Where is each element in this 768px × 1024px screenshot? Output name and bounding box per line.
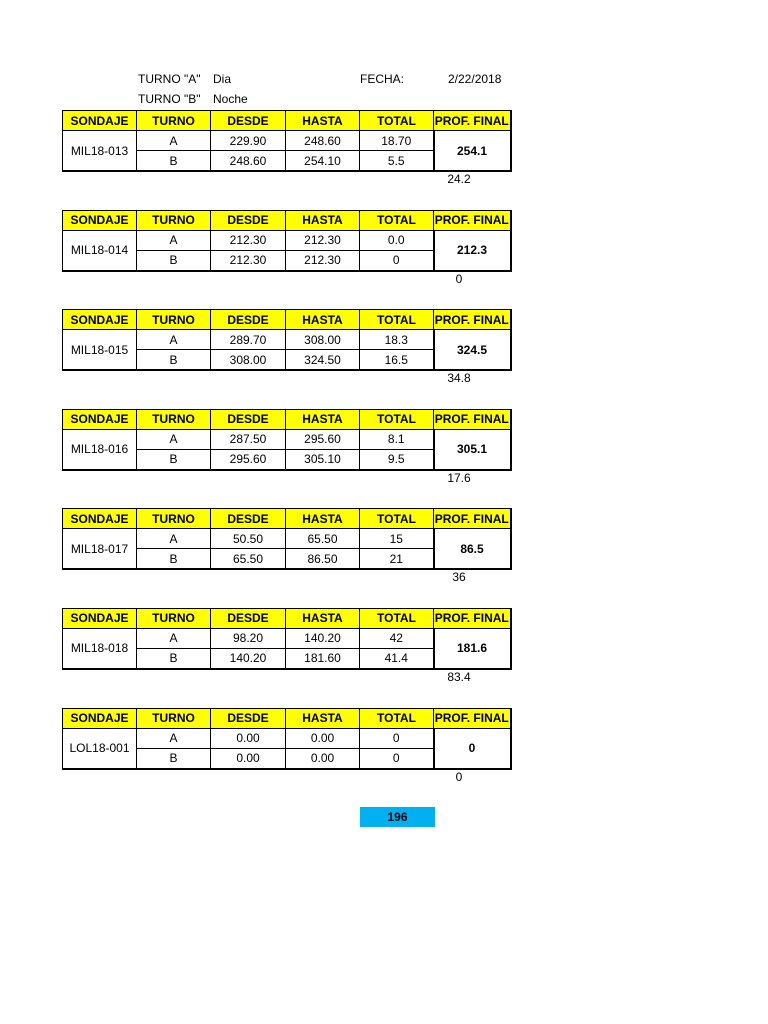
sondaje-table [62,508,512,570]
column-header-total: TOTAL [360,310,434,330]
column-header-sondaje: SONDAJE [63,210,137,230]
sondaje-blocks [62,110,510,807]
sondaje-table [62,608,512,670]
cell-hasta: 181.60 [286,648,360,669]
sondaje-block [62,508,510,608]
column-header-prof-final: PROF. FINAL [434,708,511,728]
sondaje-table [62,110,512,172]
column-header-turno: TURNO [137,111,211,131]
prof-final-value: 181.6 [434,628,511,669]
sondaje-id: MIL18-014 [63,230,137,271]
sondaje-block [62,309,510,409]
cell-hasta: 0.00 [286,728,360,748]
cell-turno: A [137,330,211,350]
sondaje-id: MIL18-017 [63,529,137,570]
cell-desde: 287.50 [211,429,286,449]
cell-total: 8.1 [360,429,434,449]
cell-total: 0.0 [360,230,434,250]
column-header-prof-final: PROF. FINAL [434,509,511,529]
cell-turno: B [137,648,211,669]
sondaje-block [62,409,510,509]
column-header-sondaje: SONDAJE [63,409,137,429]
sondaje-id: MIL18-013 [63,131,137,172]
table-row [63,728,511,748]
cell-total: 9.5 [360,449,434,470]
cell-desde: 229.90 [211,131,286,151]
column-header-desde: DESDE [211,509,286,529]
column-header-prof-final: PROF. FINAL [434,310,511,330]
cell-desde: 50.50 [211,529,286,549]
cell-desde: 0.00 [211,728,286,748]
cell-desde: 295.60 [211,449,286,470]
column-header-total: TOTAL [360,708,434,728]
cell-turno: A [137,728,211,748]
sondaje-id: LOL18-001 [63,728,137,769]
column-header-desde: DESDE [211,409,286,429]
prof-final-value: 324.5 [434,330,511,371]
cell-total: 41.4 [360,648,434,669]
turno-b-value: Noche [213,92,248,106]
block-total-sum: 34.8 [447,371,471,386]
block-total-sum: 0 [455,271,463,286]
cell-total: 16.5 [360,350,434,371]
column-header-prof-final: PROF. FINAL [434,608,511,628]
cell-desde: 140.20 [211,648,286,669]
column-header-prof-final: PROF. FINAL [434,409,511,429]
cell-total: 18.70 [360,131,434,151]
table-row [63,628,511,648]
cell-turno: A [137,131,211,151]
cell-turno: B [137,350,211,371]
column-header-total: TOTAL [360,509,434,529]
sondaje-id: MIL18-015 [63,330,137,371]
turno-a-label: TURNO "A" [138,72,201,86]
column-header-total: TOTAL [360,210,434,230]
cell-total: 0 [360,748,434,769]
column-header-hasta: HASTA [286,509,360,529]
cell-desde: 248.60 [211,151,286,172]
cell-desde: 308.00 [211,350,286,371]
table-row [63,429,511,449]
table-header-row [63,210,511,230]
column-header-turno: TURNO [137,409,211,429]
column-header-desde: DESDE [211,111,286,131]
cell-hasta: 212.30 [286,250,360,271]
table-header-row [63,111,511,131]
cell-hasta: 86.50 [286,549,360,570]
prof-final-value: 212.3 [434,230,511,271]
prof-final-value: 0 [434,728,511,769]
cell-total: 0 [360,728,434,748]
cell-desde: 212.30 [211,250,286,271]
column-header-hasta: HASTA [286,608,360,628]
cell-desde: 65.50 [211,549,286,570]
table-row [63,230,511,250]
column-header-turno: TURNO [137,708,211,728]
sondaje-table [62,708,512,770]
cell-desde: 0.00 [211,748,286,769]
column-header-turno: TURNO [137,509,211,529]
cell-total: 15 [360,529,434,549]
column-header-turno: TURNO [137,608,211,628]
cell-hasta: 254.10 [286,151,360,172]
column-header-hasta: HASTA [286,210,360,230]
sondaje-block [62,110,510,210]
column-header-total: TOTAL [360,409,434,429]
cell-desde: 212.30 [211,230,286,250]
column-header-hasta: HASTA [286,310,360,330]
turno-a-value: Dia [213,72,232,86]
column-header-hasta: HASTA [286,708,360,728]
column-header-hasta: HASTA [286,409,360,429]
column-header-hasta: HASTA [286,111,360,131]
sondaje-id: MIL18-016 [63,429,137,470]
column-header-prof-final: PROF. FINAL [434,111,511,131]
table-header-row [63,509,511,529]
column-header-sondaje: SONDAJE [63,111,137,131]
column-header-turno: TURNO [137,210,211,230]
cell-hasta: 305.10 [286,449,360,470]
table-row [63,529,511,549]
column-header-total: TOTAL [360,111,434,131]
column-header-sondaje: SONDAJE [63,509,137,529]
fecha-label: FECHA: [360,72,405,86]
column-header-desde: DESDE [211,310,286,330]
cell-turno: B [137,151,211,172]
table-row [63,131,511,151]
turno-b-label: TURNO "B" [138,92,201,106]
column-header-prof-final: PROF. FINAL [434,210,511,230]
block-total-sum: 83.4 [447,669,471,684]
cell-turno: B [137,549,211,570]
sondaje-table [62,210,512,272]
prof-final-value: 86.5 [434,529,511,570]
cell-hasta: 212.30 [286,230,360,250]
cell-hasta: 295.60 [286,429,360,449]
cell-turno: A [137,529,211,549]
cell-hasta: 308.00 [286,330,360,350]
column-header-desde: DESDE [211,210,286,230]
table-header-row [63,608,511,628]
cell-hasta: 65.50 [286,529,360,549]
sondaje-block [62,210,510,310]
sondaje-table [62,409,512,471]
fecha-value: 2/22/2018 [448,72,502,86]
sondaje-block [62,708,510,808]
cell-total: 5.5 [360,151,434,172]
sondaje-block [62,608,510,708]
table-header-row [63,409,511,429]
cell-turno: B [137,250,211,271]
cell-turno: B [137,449,211,470]
cell-turno: A [137,628,211,648]
cell-total: 42 [360,628,434,648]
block-total-sum: 24.2 [447,172,471,186]
cell-desde: 289.70 [211,330,286,350]
cell-hasta: 248.60 [286,131,360,151]
cell-desde: 98.20 [211,628,286,648]
column-header-sondaje: SONDAJE [63,708,137,728]
cell-hasta: 140.20 [286,628,360,648]
cell-turno: B [137,748,211,769]
block-total-sum: 36 [452,570,466,585]
table-row [63,330,511,350]
column-header-desde: DESDE [211,708,286,728]
cell-total: 21 [360,549,434,570]
prof-final-value: 254.1 [434,131,511,172]
table-header-row [63,708,511,728]
column-header-sondaje: SONDAJE [63,310,137,330]
column-header-sondaje: SONDAJE [63,608,137,628]
block-total-sum: 0 [455,769,463,784]
column-header-total: TOTAL [360,608,434,628]
table-header-row [63,310,511,330]
cell-turno: A [137,429,211,449]
grand-total: 196 [360,807,435,827]
column-header-turno: TURNO [137,310,211,330]
cell-hasta: 324.50 [286,350,360,371]
prof-final-value: 305.1 [434,429,511,470]
cell-total: 18.3 [360,330,434,350]
cell-turno: A [137,230,211,250]
column-header-desde: DESDE [211,608,286,628]
sondaje-table [62,309,512,371]
sondaje-id: MIL18-018 [63,628,137,669]
cell-total: 0 [360,250,434,271]
block-total-sum: 17.6 [447,470,471,485]
cell-hasta: 0.00 [286,748,360,769]
